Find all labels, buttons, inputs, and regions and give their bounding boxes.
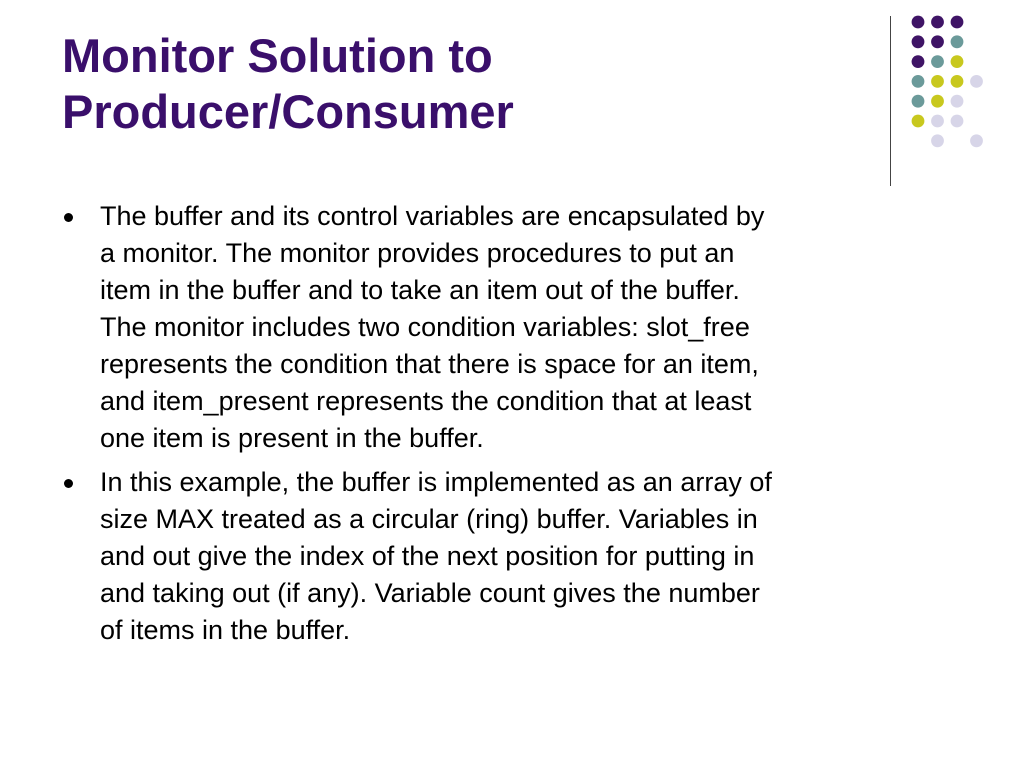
bullet-line: item in the buffer and to take an item out of the buffer.	[100, 275, 740, 305]
bullet-line: one item is present in the buffer.	[100, 423, 484, 453]
bullet-dot-icon	[64, 479, 73, 488]
decorative-dot-olive	[951, 55, 964, 68]
bullet-item	[62, 464, 962, 649]
decorative-dot-lavender	[970, 134, 983, 147]
decorative-dot-lavender	[951, 115, 964, 128]
decorative-dot-olive	[951, 75, 964, 88]
decorative-dot-olive	[931, 95, 944, 108]
decorative-dot-purple	[951, 16, 964, 29]
bullet-line: and out give the index of the next position for putting in	[100, 541, 755, 571]
decorative-dot-teal	[931, 55, 944, 68]
bullet-line: In this example, the buffer is implemented as an array of	[100, 467, 772, 497]
bullet-line: of items in the buffer.	[100, 615, 351, 645]
bullet-dot-icon	[64, 213, 73, 222]
title-line-2: Producer/Consumer	[62, 85, 514, 138]
bullet-line: The buffer and its control variables are encapsulated by	[100, 201, 765, 231]
decorative-dot-lavender	[951, 95, 964, 108]
decorative-dot-purple	[931, 35, 944, 48]
decorative-dot-grid	[0, 0, 1024, 200]
decorative-dot-olive	[931, 75, 944, 88]
bullet-line: and item_present represents the condition that at least	[100, 386, 752, 416]
decorative-dot-lavender	[970, 75, 983, 88]
bullet-line: The monitor includes two condition variables: slot_free	[100, 312, 750, 342]
decorative-dot-teal	[951, 35, 964, 48]
decorative-dot-purple	[912, 16, 925, 29]
decorative-dot-teal	[912, 95, 925, 108]
bullet-line: a monitor. The monitor provides procedures to put an	[100, 238, 735, 268]
decorative-dot-purple	[912, 35, 925, 48]
decorative-dot-lavender	[931, 115, 944, 128]
bullet-line: size MAX treated as a circular (ring) buffer. Variables in	[100, 504, 758, 534]
decorative-dot-purple	[931, 16, 944, 29]
bullet-list	[62, 198, 962, 656]
decorative-dot-olive	[912, 115, 925, 128]
decorative-dot-lavender	[931, 134, 944, 147]
decorative-dot-purple	[912, 55, 925, 68]
decorative-dot-teal	[912, 75, 925, 88]
bullet-item	[62, 198, 962, 457]
bullet-line: and taking out (if any). Variable count gives the number	[100, 578, 760, 608]
bullet-line: represents the condition that there is space for an item,	[100, 349, 759, 379]
title-line-1: Monitor Solution to	[62, 29, 493, 82]
